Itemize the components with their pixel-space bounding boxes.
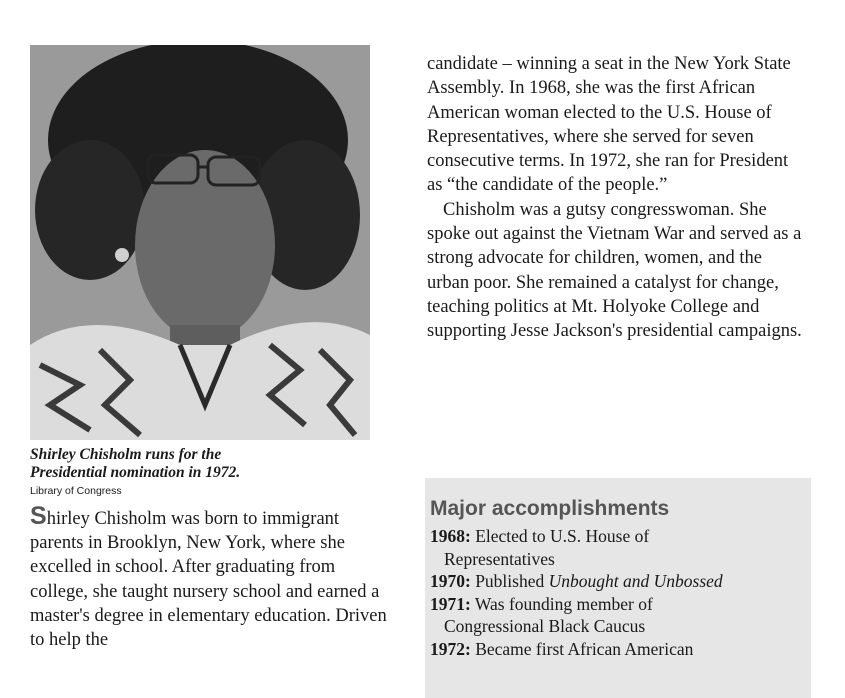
drop-cap: S	[30, 502, 47, 530]
list-item: 1972: Became first African American	[430, 638, 694, 659]
paragraph-2: Chisholm was a gutsy congresswoman. She spoke out against the Vietnam War and served as a strong advocate for children, women, and the urban poor. She remained a catalyst for change, teaching politics at Mt. Holyoke College and supporting Jesse Jackson's presidential campaigns.	[427, 199, 802, 342]
body-text-left	[30, 504, 390, 652]
photo-caption	[30, 446, 375, 482]
body-text-right	[427, 52, 807, 344]
book-title: Unbought and Unbossed	[548, 571, 723, 591]
caption-line-2: Presidential nomination in 1972.	[30, 464, 241, 481]
list-item: 1971: Was founding member of	[430, 593, 653, 614]
list-item: 1970: Published Unbought and Unbossed	[430, 571, 723, 591]
list-item-continuation: Congressional Black Caucus	[444, 616, 646, 636]
list-item-continuation: Representatives	[444, 548, 555, 569]
portrait-illustration	[30, 45, 370, 440]
caption-line-1: Shirley Chisholm runs for the	[30, 446, 222, 463]
paragraph-1: candidate – winning a seat in the New York State Assembly. In 1968, she was the first African American woman elected to the U.S. House of Representatives, where she served for seven consecutive terms. In 1972, she ran for President as “the candidate of the people.”	[427, 54, 791, 196]
photo-credit: Library of Congress	[30, 485, 122, 497]
body-left-text: hirley Chisholm was born to immigrant parents in Brooklyn, New York, where she excelled in school. After graduating from college, she taught nursery school and earned a master's degree in elementary education. Driven to help the	[30, 509, 387, 651]
portrait-photo	[30, 45, 370, 440]
accomplishments-title: Major accomplishments	[430, 497, 670, 520]
accomplishments-list	[430, 525, 805, 660]
list-item: 1968: Elected to U.S. House of	[430, 526, 650, 546]
